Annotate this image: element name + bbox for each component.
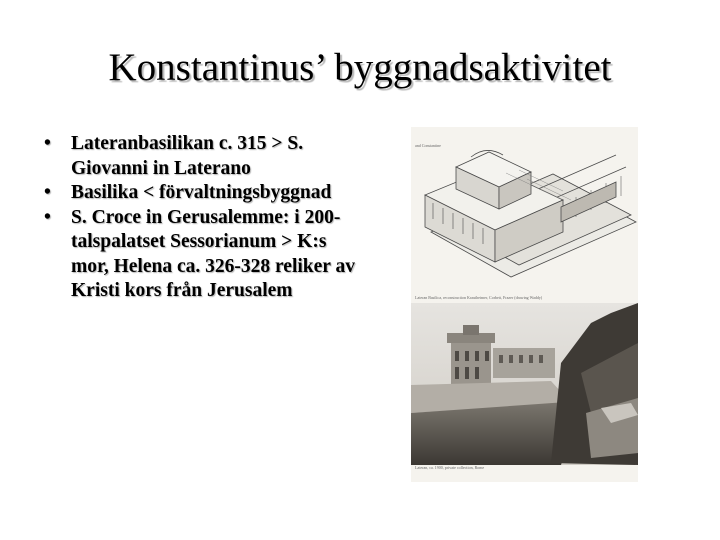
bullet-text: Basilika < förvaltningsbyggnad: [71, 182, 332, 203]
bullet-glyph: •: [44, 133, 51, 154]
lateran-photograph-scene: [411, 303, 638, 465]
bullet-glyph: •: [44, 206, 51, 228]
bullet-text: Lateranbasilikan c. 315 > S. Giovanni in Laterano: [71, 133, 304, 179]
bullet-list: [44, 132, 364, 304]
bullet-item: [44, 206, 364, 304]
bullet-item: [44, 132, 364, 181]
basilica-reconstruction-drawing: [411, 127, 638, 297]
bullet-glyph: •: [44, 182, 51, 203]
slide-title: Konstantinus’ byggnadsaktivitet: [108, 46, 612, 89]
bullet-text: S. Croce in Gerusalemme: i 200-talspalatset Sessorianum > K:s mor, Helena ca. 326-328 reliker av Kristi kors från Jerusalem: [71, 206, 355, 301]
figure-top-caption: and Constantine: [415, 143, 441, 148]
figure-bottom-caption: Lateran, ca. 1900, private collection, Rome: [415, 465, 485, 470]
bullet-item: [44, 181, 364, 206]
figure-middle-caption: Lateran Basilica, reconstruction Krautheimer, Corbett, Frazer (drawing Waddy): [415, 295, 543, 300]
book-page-image: [411, 127, 638, 482]
